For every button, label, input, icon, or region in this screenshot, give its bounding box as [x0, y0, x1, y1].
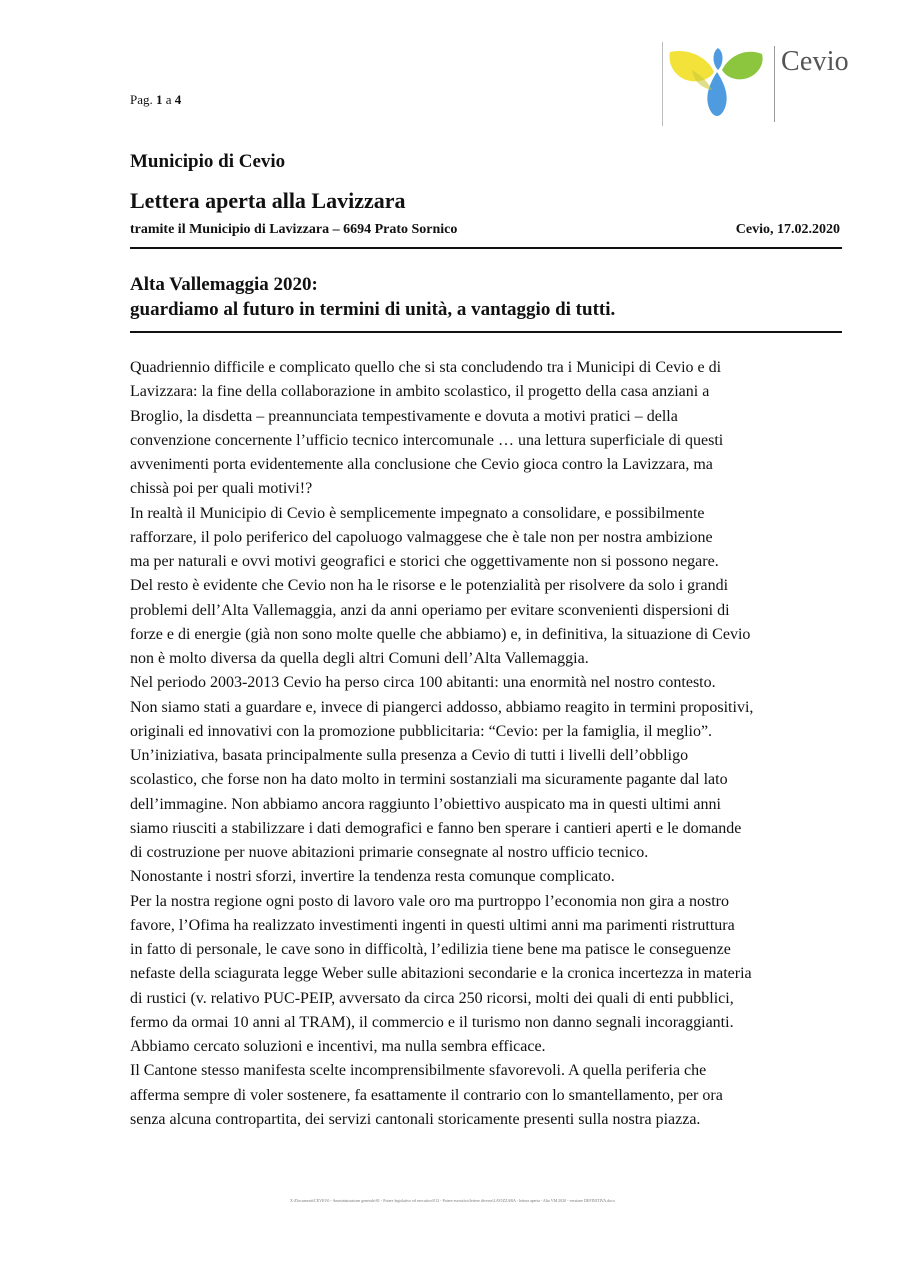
- body-line: favore, l’Ofima ha realizzato investimenti ingenti in questi ultimi anni ma parimenti ristruttura: [130, 916, 735, 934]
- logo-wordmark: Cevio: [781, 46, 849, 77]
- body-line: in fatto di personale, le cave sono in difficoltà, l’edilizia tiene bene ma patisce le conseguenze: [130, 941, 731, 958]
- body-line: di costruzione per nuove abitazioni primarie consegnate al nostro ufficio tecnico.: [130, 844, 649, 861]
- page-total: 4: [174, 92, 182, 107]
- page-current: 1: [156, 92, 163, 107]
- page-separator: a: [165, 92, 172, 107]
- body-line: nefaste della sciagurata legge Weber sulle abitazioni secondarie e la cronica incertezza in materia: [130, 965, 752, 983]
- flower-logo-icon: [662, 40, 772, 128]
- body-line: di rustici (v. relativo PUC-PEIP, avversato da circa 250 ricorsi, molti dei quali di enti pubblici,: [130, 989, 734, 1007]
- header-divider: [130, 247, 842, 249]
- subject-divider: [130, 331, 842, 333]
- body-line: dell’immagine. Non abbiamo ancora raggiunto l’obiettivo auspicato ma in questi ultimi anni: [130, 795, 721, 813]
- body-line: senza alcuna contropartita, dei servizi cantonali storicamente presenti sulla nostra piazza.: [130, 1110, 701, 1128]
- body-line: Abbiamo cercato soluzioni e incentivi, ma nulla sembra efficace.: [130, 1038, 546, 1055]
- body-line: Quadriennio difficile e complicato quello che si sta concludendo tra i Municipi di Cevio e di: [130, 359, 722, 376]
- issuer-name: Municipio di Cevio: [130, 151, 286, 172]
- body-line: rafforzare, il polo periferico del capoluogo valmaggese che è tale non per nostra ambizione: [130, 528, 713, 546]
- body-line: Non siamo stati a guardare e, invece di piangerci addosso, abbiamo reagito in termini propositivi,: [130, 698, 754, 716]
- body-line: Un’iniziativa, basata principalmente sulla presenza a Cevio di tutti i livelli dell’obbligo: [130, 747, 689, 764]
- body-line: afferma sempre di voler sostenere, fa esattamente il contrario con lo smantellamento, per ora: [130, 1086, 723, 1104]
- body-line: Per la nostra regione ogni posto di lavoro vale oro ma purtroppo l’economia non gira a nostro: [130, 892, 729, 910]
- letter-title: Lettera aperta alla Lavizzara: [130, 188, 406, 213]
- page-prefix: Pag.: [130, 92, 153, 107]
- body-line: originali ed innovativi con la promozione pubblicitaria: “Cevio: per la famiglia, il meglio”.: [130, 722, 713, 740]
- body-line: ma per naturali e ovvi motivi geografici e storici che oggettivamente non si possono negare.: [130, 553, 719, 570]
- body-line: siamo riusciti a stabilizzare i dati demografici e fanno ben sperare i cantieri aperti e le domande: [130, 819, 742, 837]
- body-line: convenzione concernente l’ufficio tecnico intercomunale … una lettura superficiale di questi: [130, 431, 724, 449]
- body-line: non è molto diversa da quella degli altri Comuni dell’Alta Vallemaggia.: [130, 650, 589, 667]
- subject-heading: [130, 272, 615, 322]
- body-line: avvenimenti porta evidentemente alla conclusione che Cevio gioca contro la Lavizzara, ma: [130, 456, 713, 473]
- page-indicator: [130, 92, 181, 108]
- body-line: chissà poi per quali motivi!?: [130, 480, 313, 498]
- body-line: Il Cantone stesso manifesta scelte incomprensibilmente sfavorevoli. A quella periferia che: [130, 1062, 707, 1080]
- body-line: problemi dell’Alta Vallemaggia, anzi da anni operiamo per evitare sconvenienti dispersioni di: [130, 601, 730, 619]
- letter-body: [130, 356, 850, 1132]
- cevio-logo: [662, 40, 852, 128]
- footer-file-path: X:\Documenti\CEVIO\0 - Amministrazione generale\01 - Potere legislativo ed esecutivo\012 - Potere esecutivo\lettere diverse\LAVIZZARA - lettera aperta - Alta VM 2020 - versione DEFINITIVA.docx: [290, 1198, 615, 1203]
- body-line: Broglio, la disdetta – preannunciata tempestivamente e dovuta a motivi pratici – della: [130, 407, 678, 425]
- body-line: forze e di energie (già non sono molte quelle che abbiamo) e, in definitiva, la situazione di Cevio: [130, 625, 751, 643]
- place-date: Cevio, 17.02.2020: [735, 222, 840, 237]
- body-line: In realtà il Municipio di Cevio è semplicemente impegnato a consolidare, e possibilmente: [130, 504, 705, 522]
- body-line: Nel periodo 2003-2013 Cevio ha perso circa 100 abitanti: una enormità nel nostro contesto.: [130, 674, 716, 692]
- body-line: scolastico, che forse non ha dato molto in termini sostanziali ma sicuramente pagante dal lato: [130, 771, 728, 789]
- body-line: fermo da ormai 10 anni al TRAM), il commercio e il turismo non danno segnali incoraggianti.: [130, 1013, 734, 1031]
- logo-separator: [774, 46, 775, 122]
- body-line: Lavizzara: la fine della collaborazione in ambito scolastico, il progetto della casa anziani a: [130, 383, 710, 401]
- body-line: Del resto è evidente che Cevio non ha le risorse e le potenzialità per risolvere da solo i grandi: [130, 577, 729, 595]
- subject-line-2: guardiamo al futuro in termini di unità, a vantaggio di tutti.: [130, 299, 616, 320]
- recipient-line: tramite il Municipio di Lavizzara – 6694 Prato Sornico: [130, 222, 458, 237]
- body-line: Nonostante i nostri sforzi, invertire la tendenza resta comunque complicato.: [130, 868, 615, 886]
- subject-line-1: Alta Vallemaggia 2020:: [130, 274, 318, 295]
